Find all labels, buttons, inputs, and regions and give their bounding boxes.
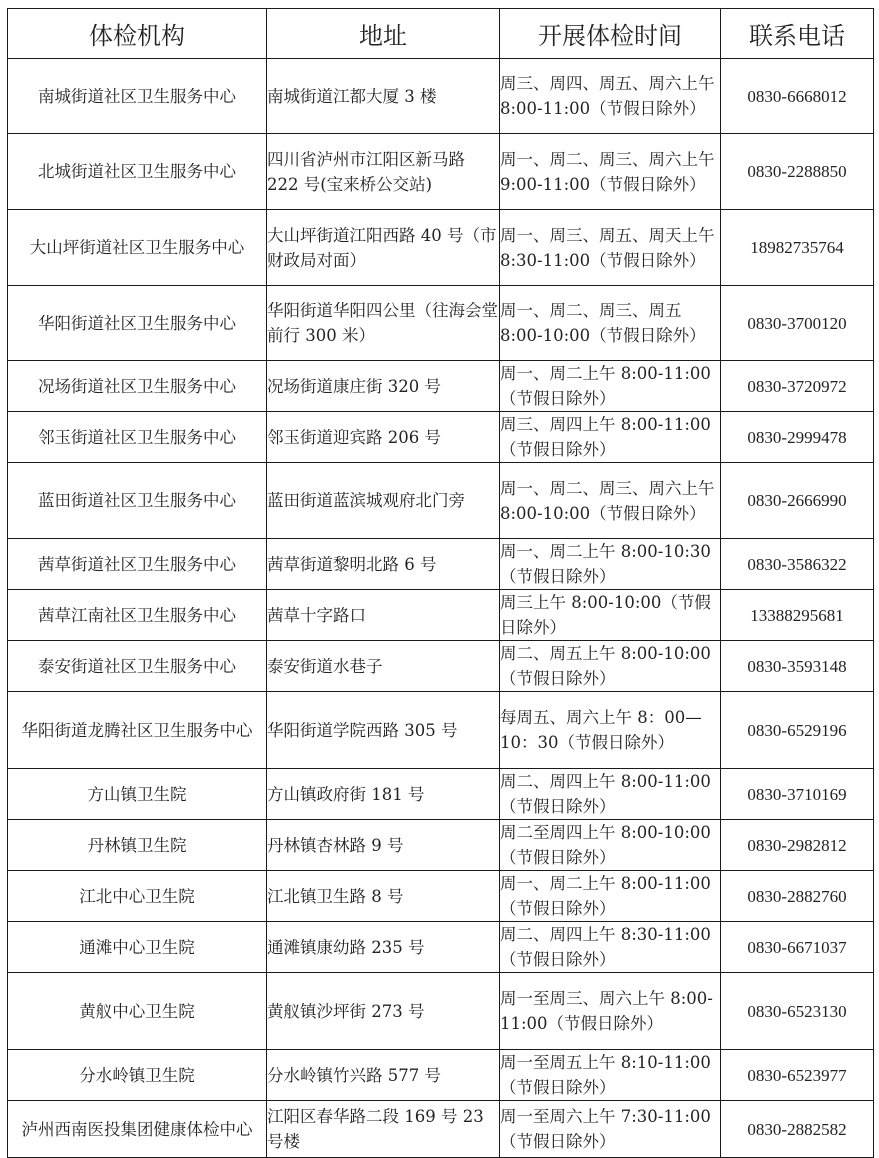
checkup-time-cell: 周三、周四上午 8:00-11:00（节假日除外）: [500, 412, 721, 463]
phone-cell: 0830-3710169: [721, 769, 874, 820]
table-row: [8, 641, 874, 692]
address-cell: 邻玉街道迎宾路 206 号: [267, 412, 500, 463]
checkup-time-cell: 周一至周六上午 7:30-11:00（节假日除外）: [500, 1101, 721, 1158]
table-header-row: [8, 9, 874, 59]
checkup-time-cell: 周一、周二上午 8:00-10:30（节假日除外）: [500, 539, 721, 590]
phone-cell: 0830-3720972: [721, 361, 874, 412]
table-row: [8, 361, 874, 412]
checkup-time-cell: 周二、周四上午 8:00-11:00（节假日除外）: [500, 769, 721, 820]
table-row: [8, 412, 874, 463]
phone-cell: 0830-2999478: [721, 412, 874, 463]
institution-cell: 邻玉街道社区卫生服务中心: [8, 412, 267, 463]
address-cell: 江北镇卫生路 8 号: [267, 871, 500, 922]
address-cell: 华阳街道学院西路 305 号: [267, 692, 500, 769]
phone-cell: 0830-6523977: [721, 1050, 874, 1101]
checkup-time-cell: 周二、周五上午 8:00-10:00（节假日除外）: [500, 641, 721, 692]
table-row: [8, 590, 874, 641]
institution-cell: 茜草江南社区卫生服务中心: [8, 590, 267, 641]
table-row: [8, 59, 874, 134]
institution-cell: 华阳街道社区卫生服务中心: [8, 286, 267, 361]
table-row: [8, 210, 874, 286]
checkup-time-cell: 周三上午 8:00-10:00（节假日除外）: [500, 590, 721, 641]
institution-cell: 通滩中心卫生院: [8, 922, 267, 973]
table-row: [8, 1101, 874, 1158]
institution-cell: 丹林镇卫生院: [8, 820, 267, 871]
phone-cell: 0830-3593148: [721, 641, 874, 692]
table-row: [8, 973, 874, 1050]
address-cell: 茜草街道黎明北路 6 号: [267, 539, 500, 590]
table-row: [8, 134, 874, 210]
table-row: [8, 286, 874, 361]
address-cell: 泰安街道水巷子: [267, 641, 500, 692]
header-checkup-time: 开展体检时间: [500, 9, 721, 59]
phone-cell: 0830-6668012: [721, 59, 874, 134]
header-institution: 体检机构: [8, 9, 267, 59]
phone-cell: 0830-6529196: [721, 692, 874, 769]
institution-cell: 黄舣中心卫生院: [8, 973, 267, 1050]
table-row: [8, 769, 874, 820]
table-row: [8, 692, 874, 769]
address-cell: 南城街道江都大厦 3 楼: [267, 59, 500, 134]
address-cell: 丹林镇杏林路 9 号: [267, 820, 500, 871]
phone-cell: 0830-2982812: [721, 820, 874, 871]
table-row: [8, 820, 874, 871]
checkup-time-cell: 周一至周三、周六上午 8:00-11:00（节假日除外）: [500, 973, 721, 1050]
address-cell: 蓝田街道蓝滨城观府北门旁: [267, 463, 500, 539]
health-checkup-schedule-table: [7, 8, 874, 1158]
institution-cell: 蓝田街道社区卫生服务中心: [8, 463, 267, 539]
address-cell: 华阳街道华阳四公里（往海会堂前行 300 米）: [267, 286, 500, 361]
header-address: 地址: [267, 9, 500, 59]
address-cell: 四川省泸州市江阳区新马路 222 号(宝来桥公交站): [267, 134, 500, 210]
table-row: [8, 871, 874, 922]
table-row: [8, 1050, 874, 1101]
checkup-time-cell: 周一至周五上午 8:10-11:00（节假日除外）: [500, 1050, 721, 1101]
institution-cell: 大山坪街道社区卫生服务中心: [8, 210, 267, 286]
phone-cell: 0830-2882760: [721, 871, 874, 922]
checkup-time-cell: 每周五、周六上午 8：00—10：30（节假日除外）: [500, 692, 721, 769]
institution-cell: 泸州西南医投集团健康体检中心: [8, 1101, 267, 1158]
phone-cell: 0830-6671037: [721, 922, 874, 973]
phone-cell: 0830-6523130: [721, 973, 874, 1050]
checkup-time-cell: 周一、周二上午 8:00-11:00（节假日除外）: [500, 871, 721, 922]
checkup-time-cell: 周三、周四、周五、周六上午 8:00-11:00（节假日除外）: [500, 59, 721, 134]
institution-cell: 华阳街道龙腾社区卫生服务中心: [8, 692, 267, 769]
phone-cell: 0830-3586322: [721, 539, 874, 590]
checkup-time-cell: 周一、周二上午 8:00-11:00（节假日除外）: [500, 361, 721, 412]
table-row: [8, 539, 874, 590]
institution-cell: 分水岭镇卫生院: [8, 1050, 267, 1101]
checkup-time-cell: 周二、周四上午 8:30-11:00（节假日除外）: [500, 922, 721, 973]
checkup-time-cell: 周一、周三、周五、周天上午 8:30-11:00（节假日除外）: [500, 210, 721, 286]
address-cell: 大山坪街道江阳西路 40 号（市财政局对面）: [267, 210, 500, 286]
address-cell: 黄舣镇沙坪街 273 号: [267, 973, 500, 1050]
institution-cell: 江北中心卫生院: [8, 871, 267, 922]
phone-cell: 13388295681: [721, 590, 874, 641]
checkup-time-cell: 周一、周二、周三、周六上午 8:00-10:00（节假日除外）: [500, 463, 721, 539]
address-cell: 通滩镇康幼路 235 号: [267, 922, 500, 973]
phone-cell: 0830-2288850: [721, 134, 874, 210]
header-phone: 联系电话: [721, 9, 874, 59]
institution-cell: 方山镇卫生院: [8, 769, 267, 820]
address-cell: 江阳区春华路二段 169 号 23 号楼: [267, 1101, 500, 1158]
phone-cell: 0830-2666990: [721, 463, 874, 539]
phone-cell: 18982735764: [721, 210, 874, 286]
checkup-time-cell: 周二至周四上午 8:00-10:00（节假日除外）: [500, 820, 721, 871]
address-cell: 方山镇政府街 181 号: [267, 769, 500, 820]
table-row: [8, 922, 874, 973]
address-cell: 分水岭镇竹兴路 577 号: [267, 1050, 500, 1101]
checkup-time-cell: 周一、周二、周三、周六上午 9:00-11:00（节假日除外）: [500, 134, 721, 210]
institution-cell: 茜草街道社区卫生服务中心: [8, 539, 267, 590]
address-cell: 茜草十字路口: [267, 590, 500, 641]
table-row: [8, 463, 874, 539]
phone-cell: 0830-3700120: [721, 286, 874, 361]
institution-cell: 泰安街道社区卫生服务中心: [8, 641, 267, 692]
institution-cell: 北城街道社区卫生服务中心: [8, 134, 267, 210]
institution-cell: 南城街道社区卫生服务中心: [8, 59, 267, 134]
phone-cell: 0830-2882582: [721, 1101, 874, 1158]
address-cell: 况场街道康庄街 320 号: [267, 361, 500, 412]
checkup-time-cell: 周一、周二、周三、周五 8:00-10:00（节假日除外）: [500, 286, 721, 361]
institution-cell: 况场街道社区卫生服务中心: [8, 361, 267, 412]
